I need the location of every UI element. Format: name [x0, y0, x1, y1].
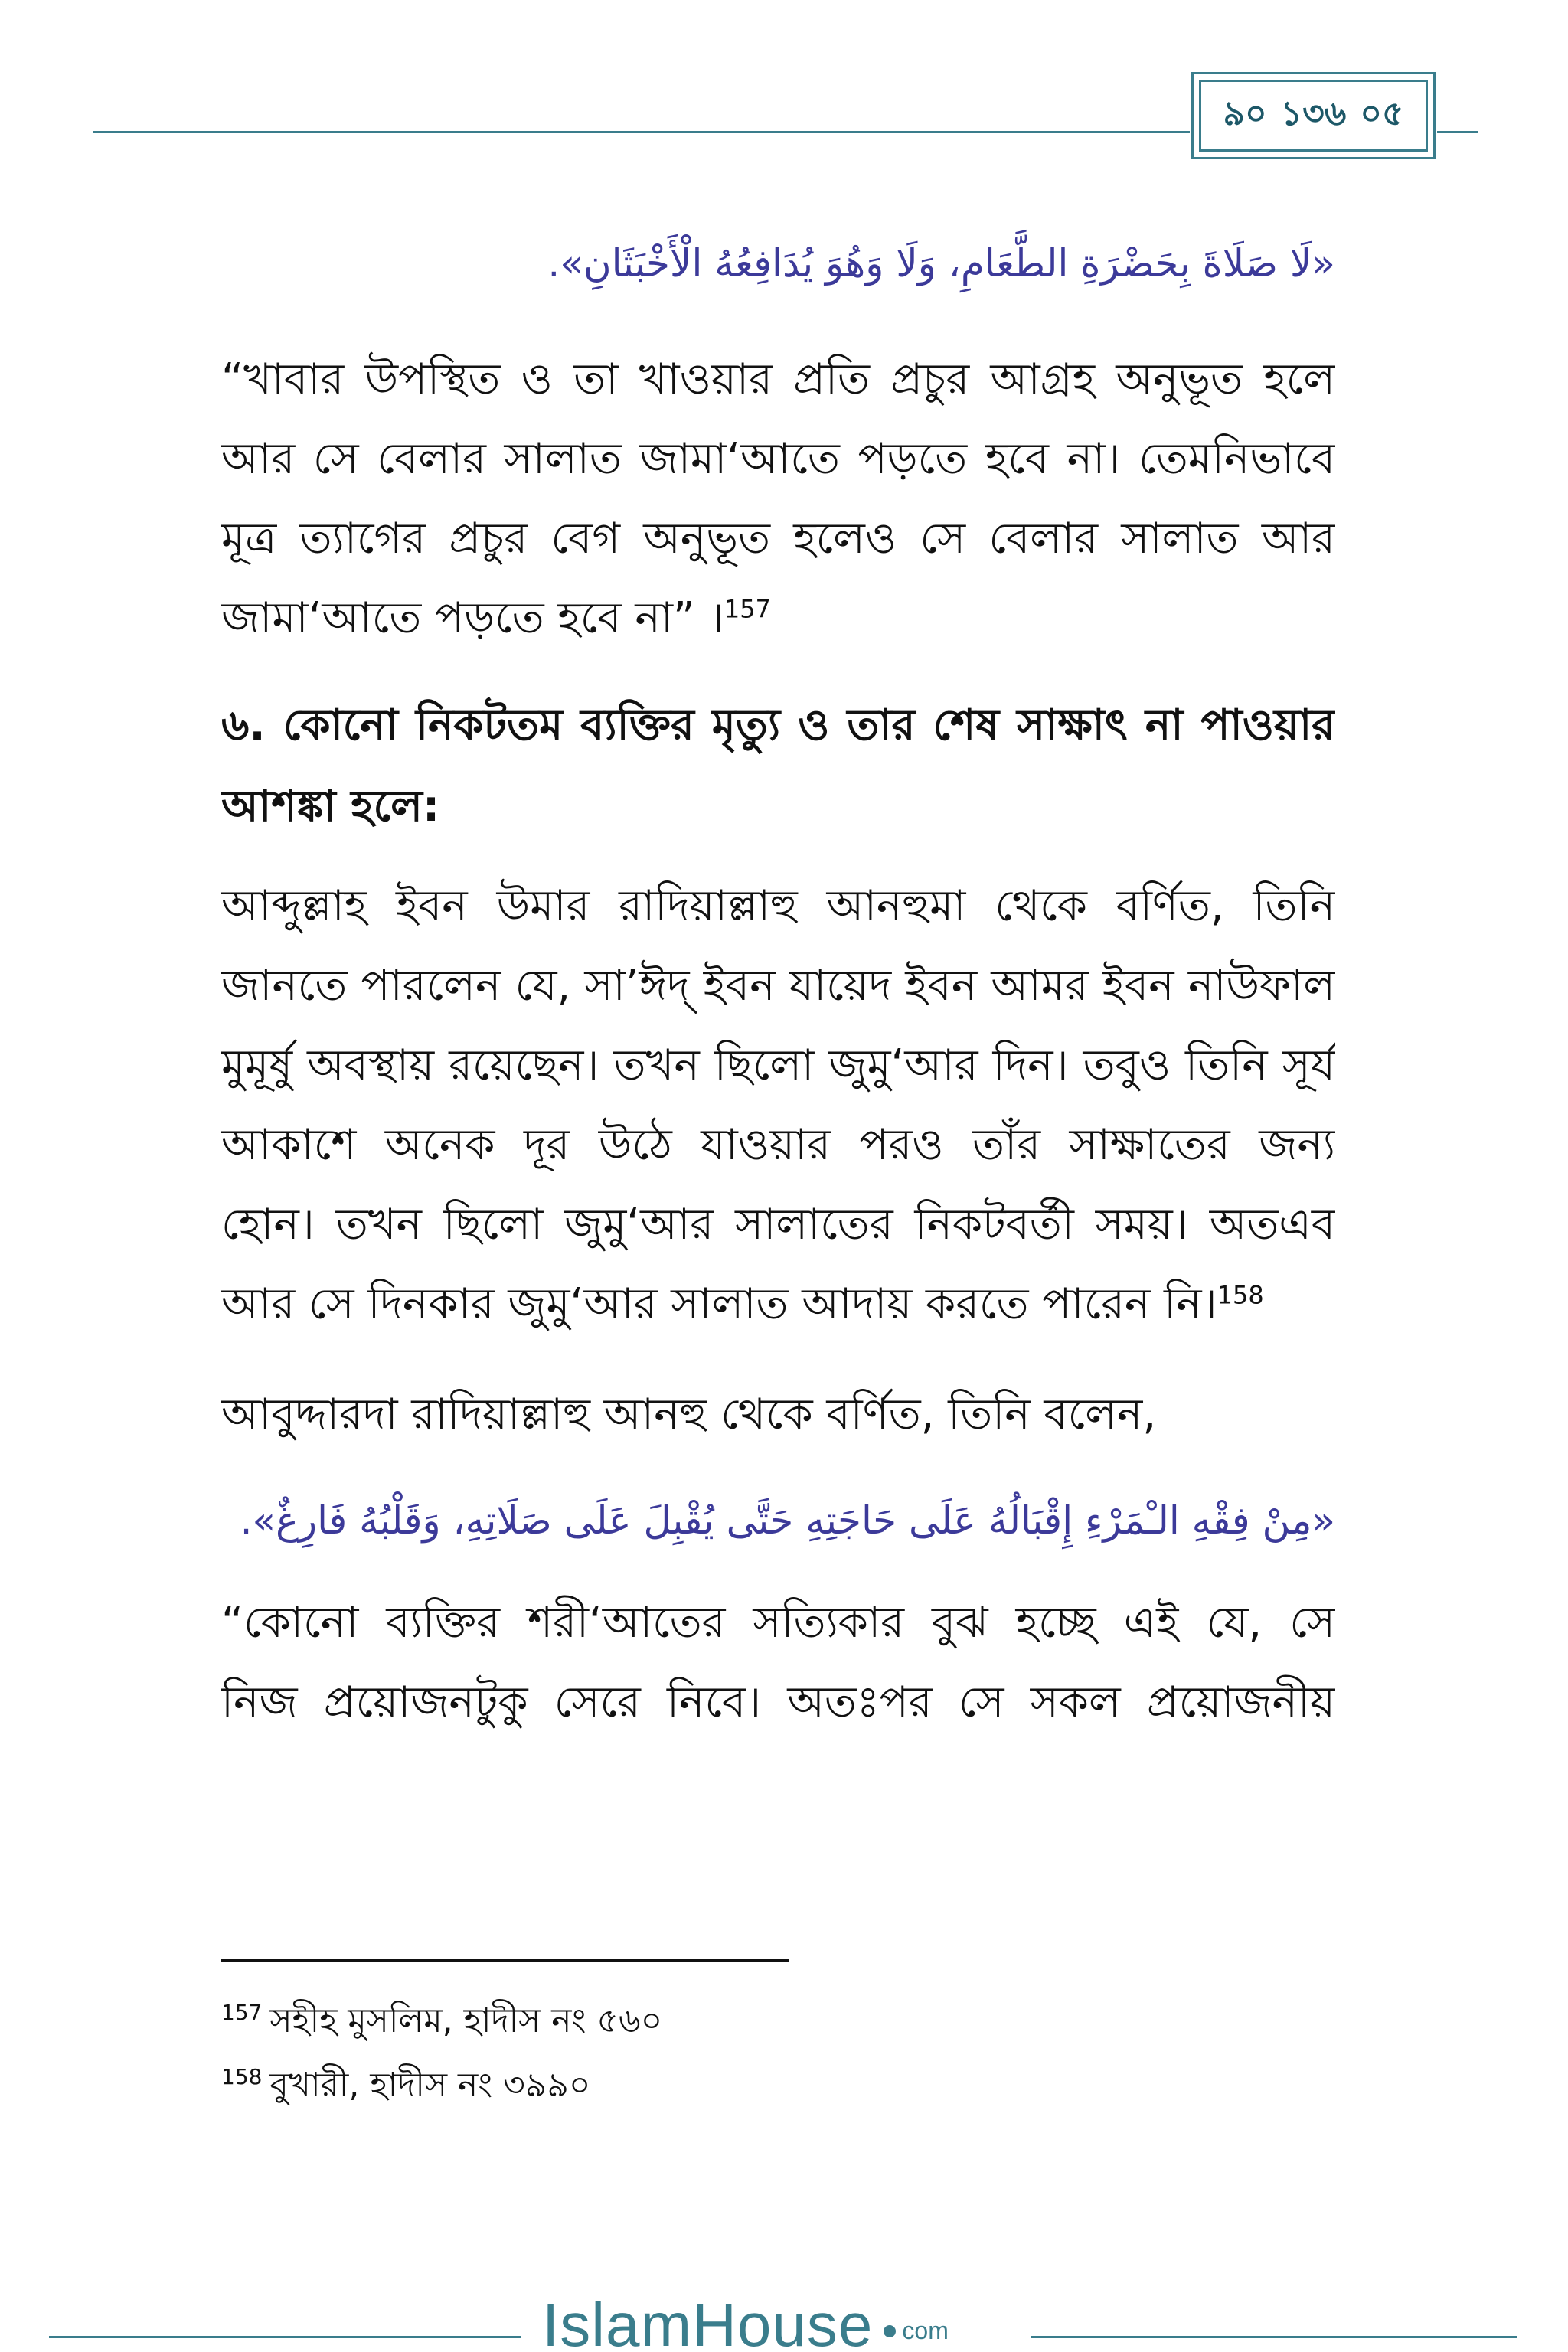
header-rule-left [93, 131, 1190, 133]
arabic-hadith-1: «لَا صَلَاةَ بِحَضْرَةِ الطَّعَامِ، وَلَا وَهُوَ يُدَافِعُهُ الْأَخْبَثَانِ». [547, 241, 1335, 286]
ornament-left: ৯০ [1223, 93, 1267, 133]
page-number-box [1191, 72, 1436, 159]
footnote-item [221, 2053, 1335, 2118]
page-number: ১৩৬ [1280, 93, 1347, 133]
brand-tld: com [902, 2317, 949, 2344]
paragraph-3-line: নিজ প্রয়োজনটুকু সেরে নিবে। অতঃপর সে সকল প্রয়োজনীয় [221, 1677, 1335, 1727]
paragraph-2-line: মুমূর্ষু অবস্থায় রয়েছেন। তখন ছিলো জুমু‘আর দিন। তবুও তিনি সূর্য [221, 1040, 1335, 1090]
ornament-right: ০৫ [1360, 93, 1404, 133]
footnote-separator [221, 1959, 789, 1962]
footnote-item [221, 1989, 1335, 2053]
paragraph-2-line: হোন। তখন ছিলো জুমু‘আর সালাতের নিকটবর্তী সময়। অতএব [221, 1200, 1335, 1250]
brand-name: IslamHouse [542, 2301, 874, 2349]
paragraph-2-line-text: আর সে দিনকার জুমু‘আর সালাত আদায় করতে পারেন নি। [221, 1279, 1217, 1329]
section-heading-line: ৬. কোনো নিকটতম ব্যক্তির মৃত্যু ও তার শেষ সাক্ষাৎ না পাওয়ার [221, 701, 1335, 750]
footer-rule-right [1031, 2336, 1517, 2338]
arabic-hadith-2: «مِنْ فِقْهِ الـْمَرْءِ إِقْبَالُهُ عَلَى حَاجَتِهِ حَتَّى يُقْبِلَ عَلَى صَلَاتِهِ، وَقَلْبُهُ فَارِغٌ». [240, 1498, 1335, 1543]
paragraph-2-line: জানতে পারলেন যে, সা’ঈদ্ ইবন যায়েদ ইবন আমর ইবন নাউফাল [221, 961, 1335, 1011]
paragraph-intro: আবুদ্দারদা রাদিয়াল্লাহু আনহু থেকে বর্ণিত, তিনি বলেন, [221, 1390, 1157, 1439]
footer-logo [542, 2301, 1017, 2349]
paragraph-2-last-line [221, 1265, 1335, 1344]
header-rule-right [1437, 131, 1478, 133]
paragraph-1-line: আর সে বেলার সালাত জামা‘আতে পড়তে হবে না। তেমনিভাবে [221, 434, 1335, 484]
dot-icon [884, 2325, 896, 2337]
paragraph-3-line: “কোনো ব্যক্তির শরী‘আতের সত্যিকার বুঝ হচ্ছে এই যে, সে [221, 1598, 1335, 1648]
footnote-text: সহীহ মুসলিম, হাদীস নং ৫৬০ [270, 2001, 663, 2040]
footnote-number: 158 [221, 2064, 263, 2090]
footnote-ref-158: 158 [1217, 1280, 1264, 1310]
paragraph-1-line: “খাবার উপস্থিত ও তা খাওয়ার প্রতি প্রচুর আগ্রহ অনুভূত হলে [221, 354, 1335, 404]
paragraph-1-line: মূত্র ত্যাগের প্রচুর বেগ অনুভূত হলেও সে বেলার সালাত আর [221, 514, 1335, 564]
footnote-text: বুখারী, হাদীস নং ৩৯৯০ [270, 2066, 591, 2105]
page-number-frame [1199, 80, 1428, 152]
paragraph-2-line: আব্দুল্লাহ ইবন উমার রাদিয়াল্লাহু আনহুমা থেকে বর্ণিত, তিনি [221, 881, 1335, 931]
footnote-ref-157: 157 [724, 594, 771, 624]
footnote-number: 157 [221, 2000, 263, 2026]
paragraph-2-line: আকাশে অনেক দূর উঠে যাওয়ার পরও তাঁর সাক্ষাতের জন্য [221, 1120, 1335, 1170]
paragraph-1-last-line [221, 579, 1335, 658]
paragraph-1-line-text: জামা‘আতে পড়তে হবে না” । [221, 593, 724, 643]
footer-rule-left [49, 2336, 521, 2338]
section-heading-line: আশঙ্কা হলে: [221, 782, 440, 831]
